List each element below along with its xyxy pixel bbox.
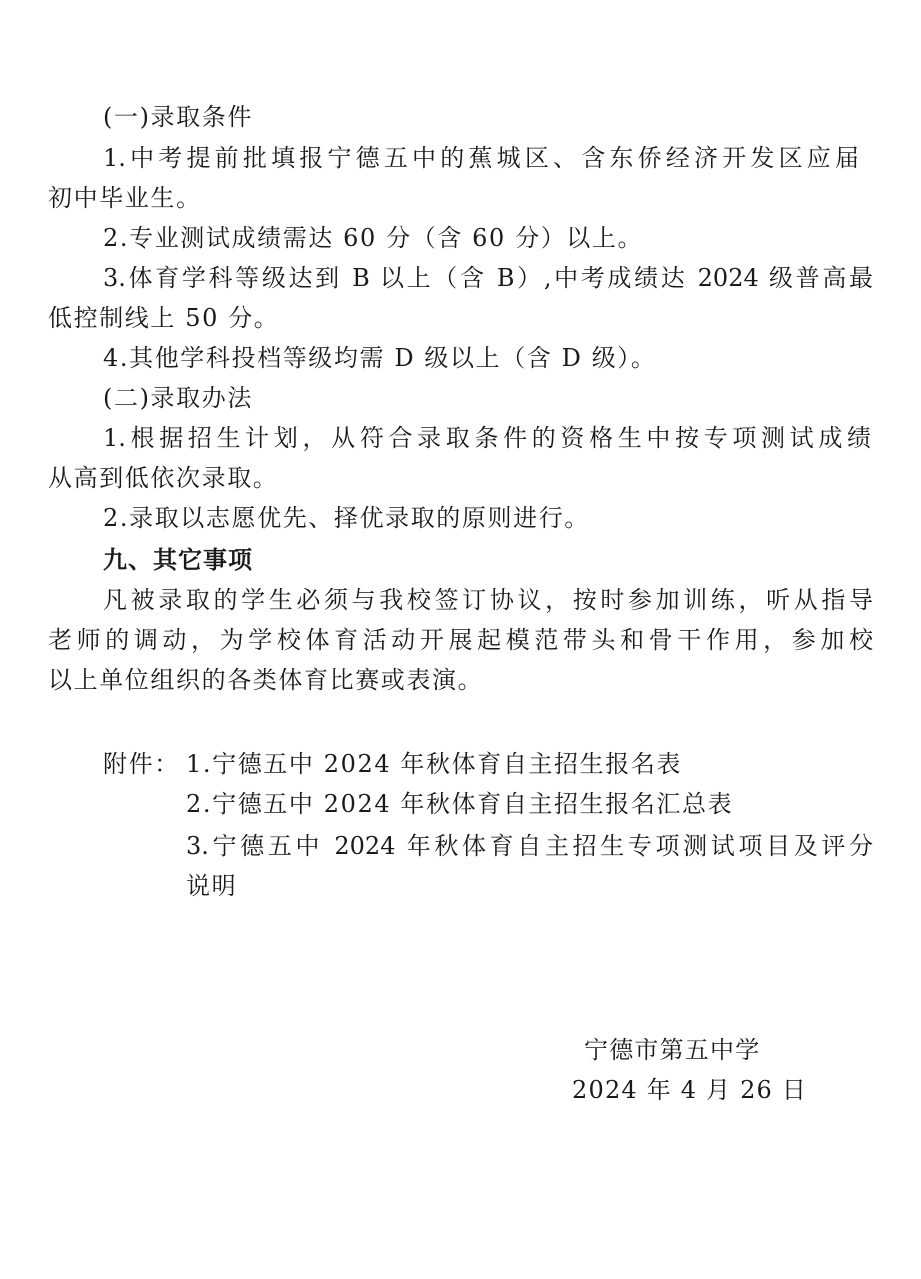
admission-method-2: 2.录取以志愿优先、择优录取的原则进行。 <box>103 504 590 532</box>
attachments-label: 附件： <box>103 750 180 778</box>
admission-condition-1-line-2: 初中毕业生。 <box>48 184 202 212</box>
admission-condition-3-line-1: 3.体育学科等级达到 B 以上（含 B）,中考成绩达 2024 级普高最 <box>103 264 873 292</box>
admission-condition-3-line-2: 低控制线上 50 分。 <box>48 304 280 332</box>
admission-method-1-line-1: 1.根据招生计划，从符合录取条件的资格生中按专项测试成绩 <box>103 424 871 452</box>
issuing-organization: 宁德市第五中学 <box>584 1036 761 1064</box>
attachment-item-1: 1.宁德五中 2024 年秋体育自主招生报名表 <box>186 750 683 778</box>
attachment-item-3-line-1: 3.宁德五中 2024 年秋体育自主招生专项测试项目及评分 <box>186 832 873 860</box>
attachment-item-3-line-2: 说明 <box>186 872 238 900</box>
admission-method-1-line-2: 从高到低依次录取。 <box>48 464 279 492</box>
other-matters-line-1: 凡被录取的学生必须与我校签订协议，按时参加训练，听从指导 <box>103 586 873 614</box>
section-one-heading: (一)录取条件 <box>103 103 253 131</box>
attachment-item-2: 2.宁德五中 2024 年秋体育自主招生报名汇总表 <box>186 790 734 818</box>
section-two-heading: (二)录取办法 <box>103 384 253 412</box>
section-nine-heading: 九、其它事项 <box>103 546 253 574</box>
issue-date: 2024 年 4 月 26 日 <box>572 1076 808 1104</box>
other-matters-line-2: 老师的调动，为学校体育活动开展起模范带头和骨干作用，参加校 <box>48 626 873 654</box>
other-matters-line-3: 以上单位组织的各类体育比赛或表演。 <box>48 666 484 694</box>
admission-condition-4: 4.其他学科投档等级均需 D 级以上（含 D 级）。 <box>103 344 657 372</box>
admission-condition-1-line-1: 1.中考提前批填报宁德五中的蕉城区、含东侨经济开发区应届 <box>103 144 859 172</box>
admission-condition-2: 2.专业测试成绩需达 60 分（含 60 分）以上。 <box>103 224 644 252</box>
